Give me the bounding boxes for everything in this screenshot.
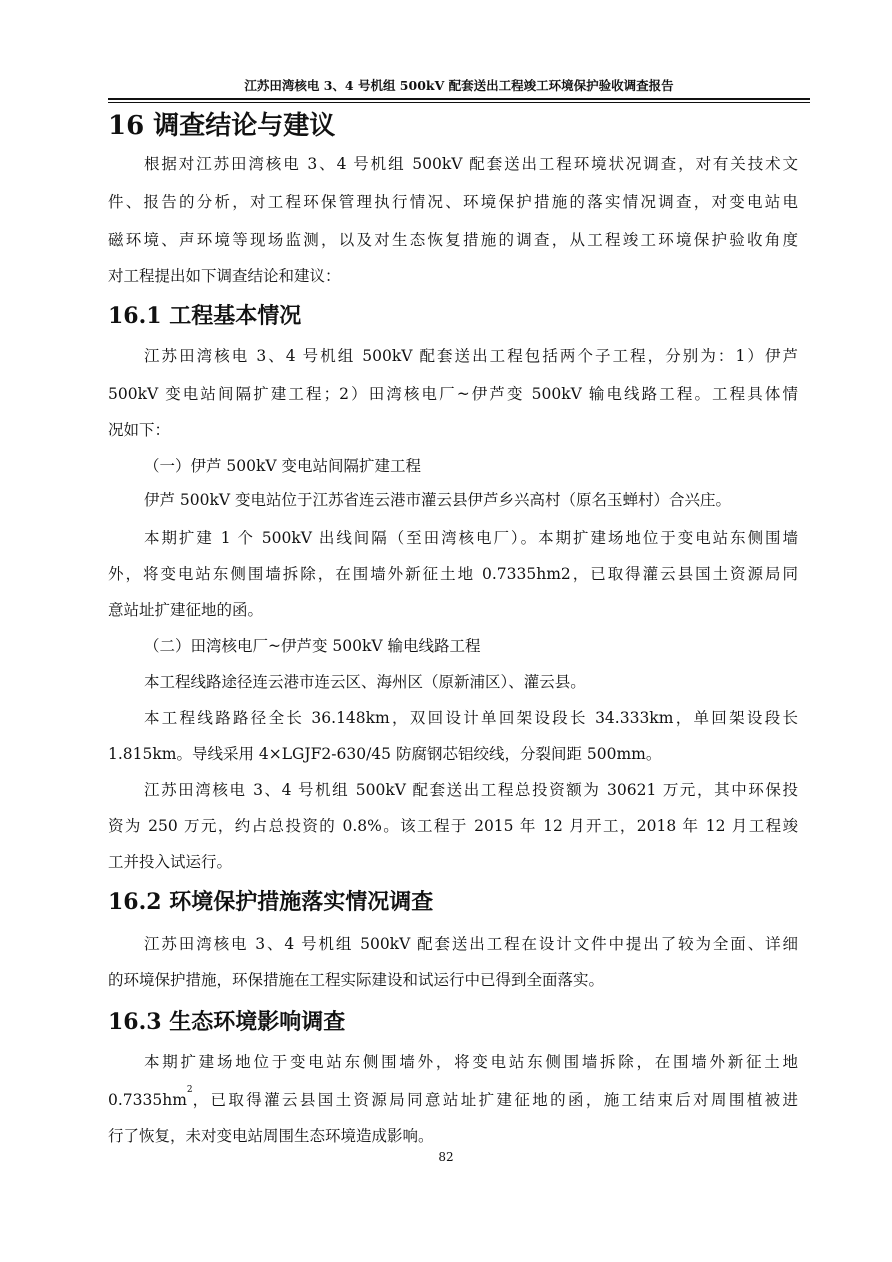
sub1-p2-line-2: 外，将变电站东侧围墙拆除，在围墙外新征土地 0.7335hm2，已取得灌云县国土资源局同 [108, 565, 798, 583]
s163-area-value: 0.7335hm [108, 1091, 187, 1109]
running-header: 江苏田湾核电 3、4 号机组 500kV 配套送出工程竣工环境保护验收调查报告 [244, 78, 674, 93]
sub2-p2-line-2: 1.815km。导线采用 4×LGJF2-630/45 防腐钢芯铝绞线，分裂间距 500mm。 [108, 745, 662, 763]
s163-line-1: 本期扩建场地位于变电站东侧围墙外，将变电站东侧围墙拆除，在围墙外新征土地 [144, 1053, 798, 1071]
s162-line-2: 的环境保护措施，环保措施在工程实际建设和试运行中已得到全面落实。 [108, 971, 605, 989]
sub1-p2-line-1: 本期扩建 1 个 500kV 出线间隔（至田湾核电厂）。本期扩建场地位于变电站东侧围墙 [144, 529, 798, 547]
s162-line-1: 江苏田湾核电 3、4 号机组 500kV 配套送出工程在设计文件中提出了较为全面、详细 [144, 935, 798, 953]
sub1-p2-line-3: 意站址扩建征地的函。 [108, 601, 264, 619]
chapter-title: 16 调查结论与建议 [108, 111, 336, 141]
subsection-2-title: （二）田湾核电厂~伊芦变 500kV 输电线路工程 [144, 637, 481, 655]
s163-line-3: 行了恢复，未对变电站周围生态环境造成影响。 [108, 1127, 434, 1145]
s163-line-2-rest: ，已取得灌云县国土资源局同意站址扩建征地的函，施工结束后对周围植被进 [192, 1091, 798, 1109]
intro-line-1: 根据对江苏田湾核电 3、4 号机组 500kV 配套送出工程环境状况调查，对有关技术文 [144, 155, 798, 173]
intro-line-3: 磁环境、声环境等现场监测，以及对生态恢复措施的调查，从工程竣工环境保护验收角度 [108, 231, 798, 249]
sub2-route: 本工程线路途径连云港市连云区、海州区（原新浦区）、灌云县。 [144, 673, 586, 691]
header-rule [108, 98, 810, 100]
section-16-3-title: 16.3 生态环境影响调查 [108, 1009, 346, 1035]
intro-line-4: 对工程提出如下调查结论和建议： [108, 267, 341, 285]
page-number: 82 [438, 1150, 454, 1164]
s163-area-superscript: 2 [186, 1085, 193, 1095]
sub1-location: 伊芦 500kV 变电站位于江苏省连云港市灌云县伊芦乡兴高村（原名玉蝉村）合兴庄。 [144, 491, 732, 509]
s161-p1-line-3: 况如下： [108, 421, 171, 439]
s161-p1-line-2: 500kV 变电站间隔扩建工程；2）田湾核电厂~伊芦变 500kV 输电线路工程。工程具体情 [108, 385, 798, 403]
invest-line-2: 资为 250 万元，约占总投资的 0.8%。该工程于 2015 年 12 月开工，2018 年 12 月工程竣 [108, 817, 798, 835]
intro-line-2: 件、报告的分析，对工程环保管理执行情况、环境保护措施的落实情况调查，对变电站电 [108, 193, 798, 211]
sub2-p2-line-1: 本工程线路路径全长 36.148km，双回设计单回架设段长 34.333km，单回架设段长 [144, 709, 798, 727]
s161-p1-line-1: 江苏田湾核电 3、4 号机组 500kV 配套送出工程包括两个子工程，分别为：1）伊芦 [144, 347, 798, 365]
section-16-2-title: 16.2 环境保护措施落实情况调查 [108, 889, 434, 915]
section-16-1-title: 16.1 工程基本情况 [108, 303, 302, 329]
header-rule-thin [108, 102, 810, 103]
invest-line-3: 工并投入试运行。 [108, 853, 233, 871]
subsection-1-title: （一）伊芦 500kV 变电站间隔扩建工程 [144, 457, 422, 475]
s163-line-2 [108, 1085, 798, 1110]
invest-line-1: 江苏田湾核电 3、4 号机组 500kV 配套送出工程总投资额为 30621 万元，其中环保投 [144, 781, 798, 799]
